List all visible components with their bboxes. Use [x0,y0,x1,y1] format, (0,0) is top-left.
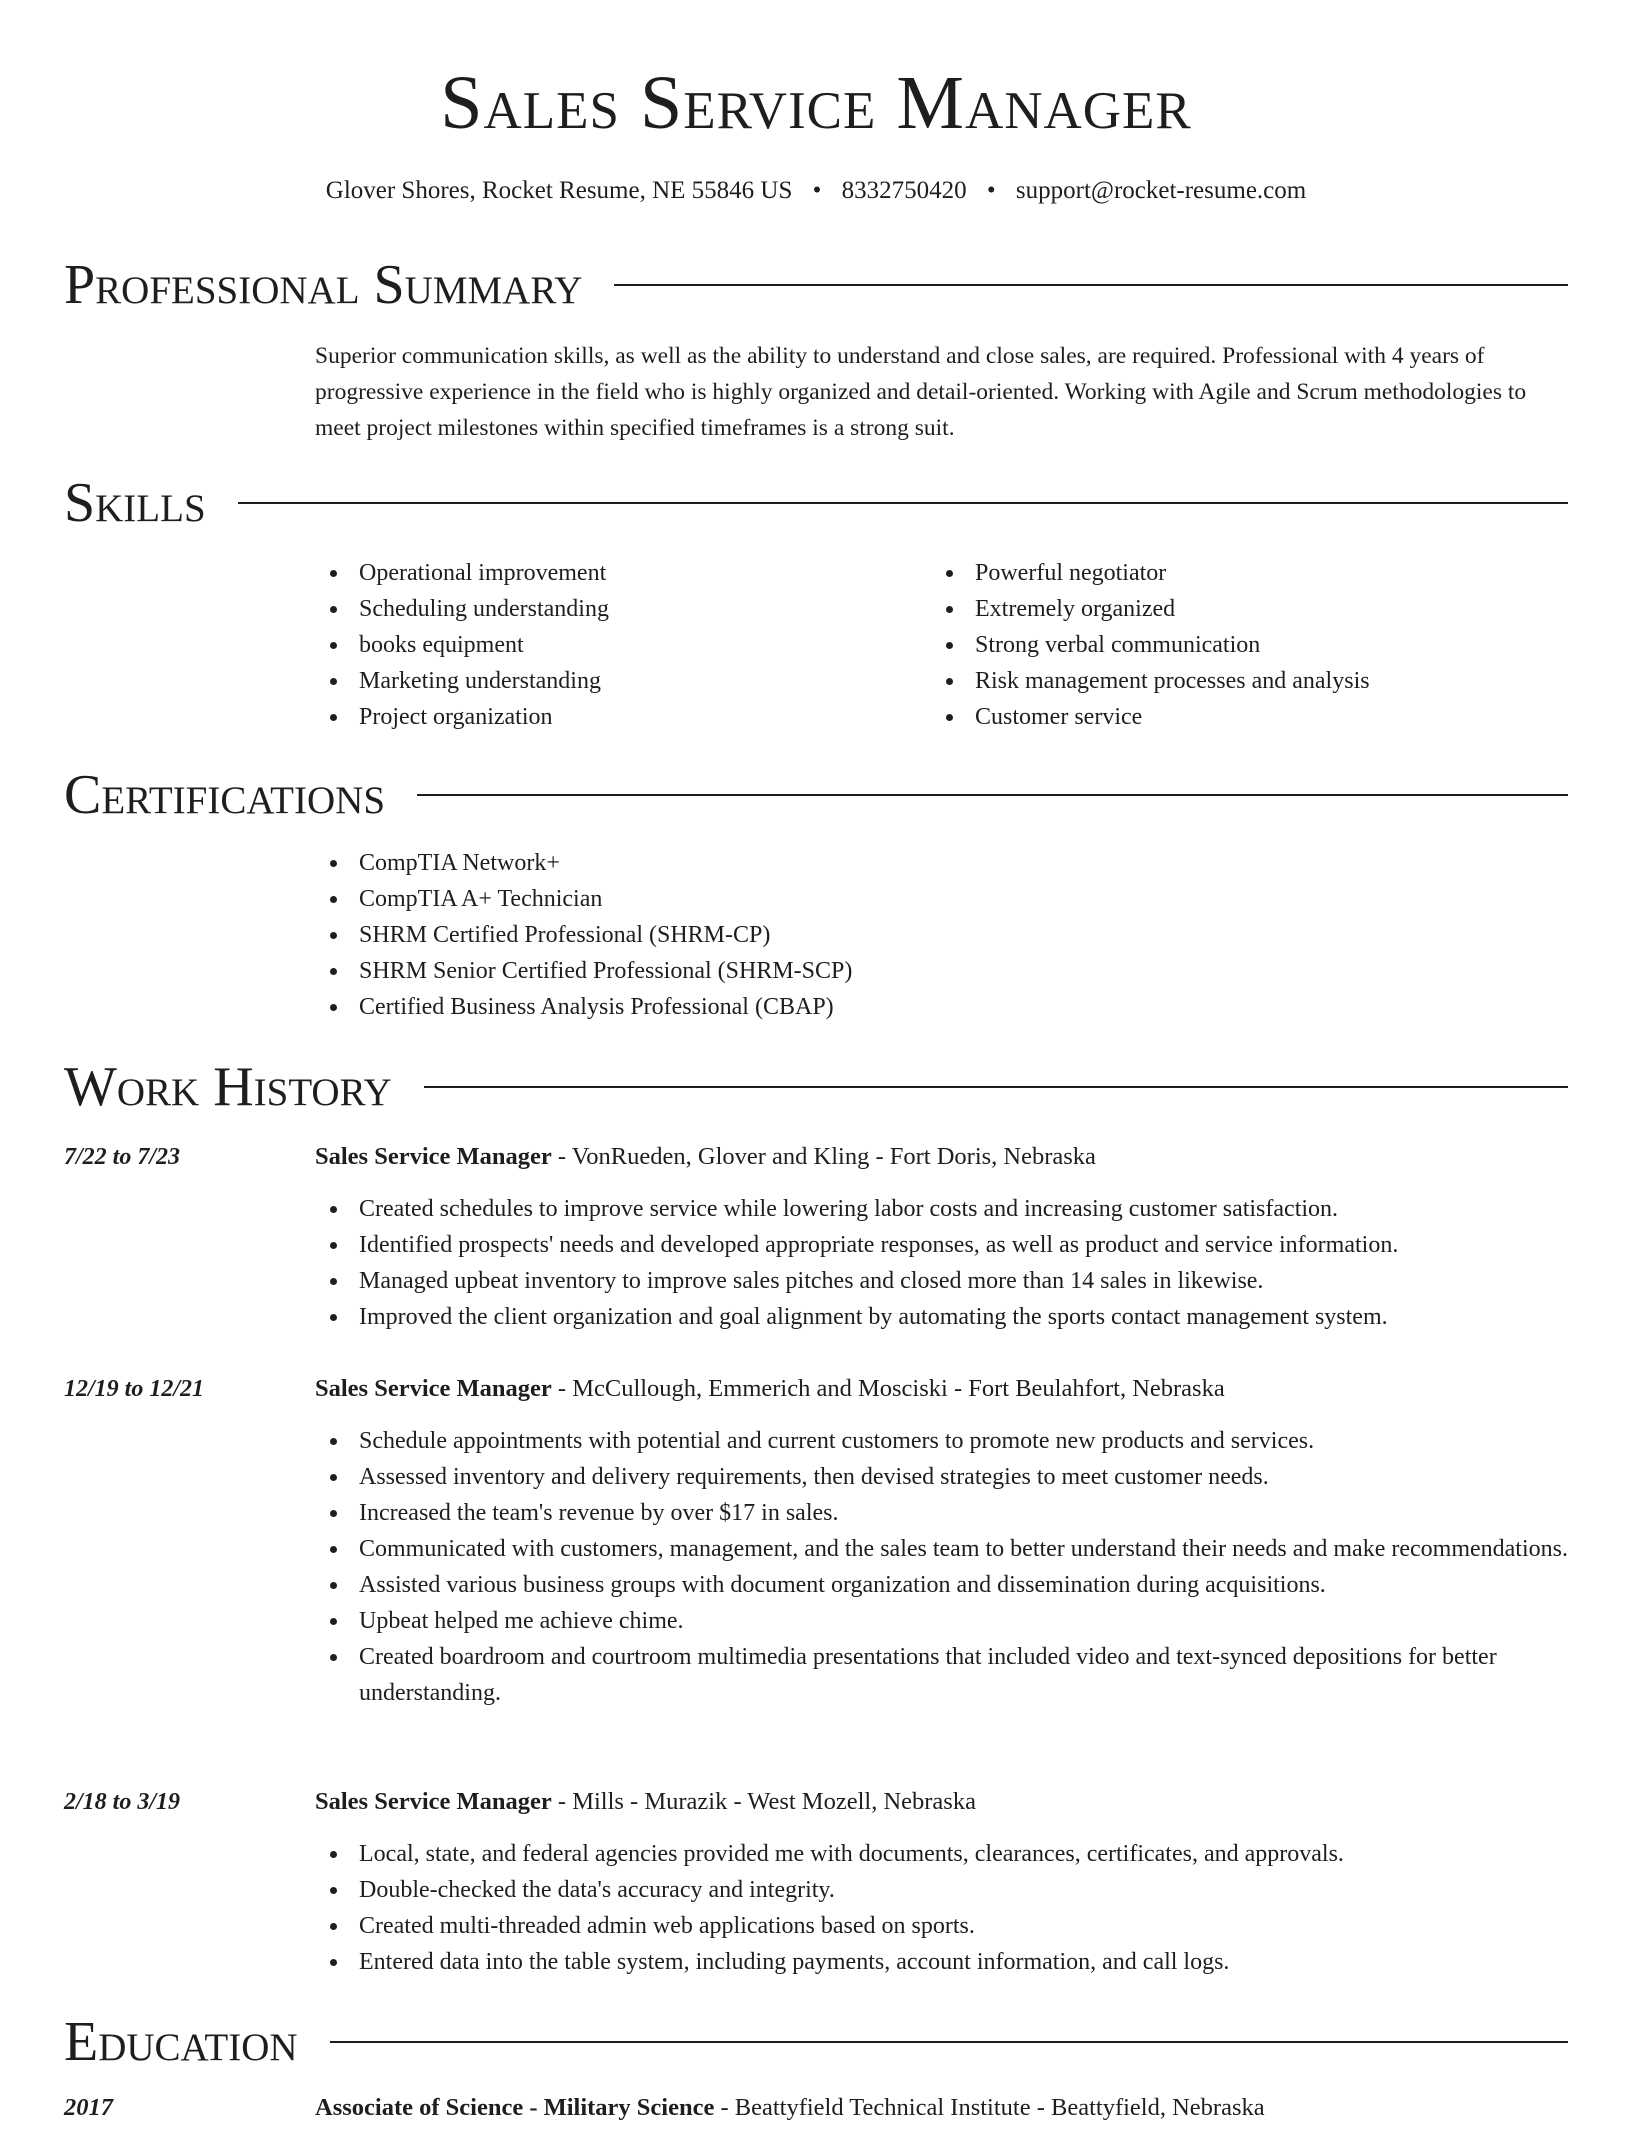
section-divider [424,1086,1568,1088]
work-title-line [315,1371,1574,1407]
education-school: - Beattyfield Technical Institute - Beattyfield, Nebraska [714,2094,1265,2121]
section-title-certifications: Certifications [64,764,386,826]
education-date: 2017 [64,2094,113,2121]
contact-line [0,174,1632,208]
certification-item: SHRM Senior Certified Professional (SHRM-SCP) [315,953,1315,989]
work-bullet: Entered data into the table system, including payments, account information, and call logs. [315,1944,1574,1980]
work-bullets [315,1191,1574,1335]
section-header-certifications [64,760,1568,830]
certification-item: CompTIA A+ Technician [315,881,1315,917]
summary-text: Superior communication skills, as well as the ability to understand and close sales, are required. Professional with 4 years of progressive experience in the field who is highly organized and detail-oriented. Working with Agile and Scrum methodologies to meet project milestones within specified timeframes is a strong suit. [315,343,1527,441]
work-dates: 2/18 to 3/19 [64,1789,181,1815]
section-divider [330,2041,1568,2043]
skill-item: Strong verbal communication [931,627,1571,663]
work-role: Sales Service Manager [315,1375,552,1402]
section-header-education [64,2007,1568,2077]
skills-list-right [931,555,1571,735]
work-employer: - VonRueden, Glover and Kling - Fort Doris, Nebraska [551,1143,1096,1170]
education-title-line [315,2090,1265,2126]
work-bullets [315,1423,1574,1711]
certifications-list [315,845,1315,1025]
work-bullet: Assisted various business groups with document organization and dissemination during acquisitions. [315,1567,1574,1603]
contact-address: Glover Shores, Rocket Resume, NE 55846 US [325,177,793,204]
section-title-skills: Skills [64,472,206,534]
work-title-line [315,1139,1574,1175]
work-dates: 12/19 to 12/21 [64,1376,205,1402]
work-dates: 7/22 to 7/23 [64,1144,181,1170]
skill-item: Customer service [931,699,1571,735]
work-employer: - Mills - Murazik - West Mozell, Nebraska [551,1788,976,1815]
certification-item: SHRM Certified Professional (SHRM-CP) [315,917,1315,953]
education-degree: Associate of Science - Military Science [315,2094,715,2121]
work-bullet: Local, state, and federal agencies provided me with documents, clearances, certificates, and approvals. [315,1836,1574,1872]
work-bullets [315,1836,1574,1980]
work-role: Sales Service Manager [315,1788,552,1815]
skill-item: books equipment [315,627,915,663]
work-bullet: Upbeat helped me achieve chime. [315,1603,1574,1639]
skill-item: Risk management processes and analysis [931,663,1571,699]
skill-item: Extremely organized [931,591,1571,627]
work-title-line [315,1784,1574,1820]
candidate-name: Sales Service Manager [440,61,1192,145]
section-title-work-history: Work History [64,1056,392,1118]
certification-item: CompTIA Network+ [315,845,1315,881]
education-entry [64,2090,1574,2130]
contact-separator: • [812,177,822,204]
section-divider [238,502,1568,504]
work-employer: - McCullough, Emmerich and Mosciski - Fort Beulahfort, Nebraska [551,1375,1225,1402]
work-bullet: Created multi-threaded admin web applications based on sports. [315,1908,1574,1944]
skill-item: Project organization [315,699,915,735]
work-bullet: Improved the client organization and goal alignment by automating the sports contact management system. [315,1299,1574,1335]
certification-item: Certified Business Analysis Professional (CBAP) [315,989,1315,1025]
work-bullet: Increased the team's revenue by over $17 in sales. [315,1495,1574,1531]
work-bullet: Communicated with customers, management, and the sales team to better understand their needs and make recommendations. [315,1531,1574,1567]
section-divider [614,284,1568,286]
work-bullet: Double-checked the data's accuracy and integrity. [315,1872,1574,1908]
section-header-work-history [64,1052,1568,1122]
skill-item: Operational improvement [315,555,915,591]
section-divider [417,794,1568,796]
contact-separator: • [986,177,996,204]
section-title-summary: Professional Summary [64,254,583,316]
work-bullet: Created boardroom and courtroom multimedia presentations that included video and text-synced depositions for better understanding. [315,1639,1574,1711]
work-bullet: Managed upbeat inventory to improve sales pitches and closed more than 14 sales in likewise. [315,1263,1574,1299]
skill-item: Marketing understanding [315,663,915,699]
work-role: Sales Service Manager [315,1143,552,1170]
work-bullet: Identified prospects' needs and developed appropriate responses, as well as product and service information. [315,1227,1574,1263]
skills-list-left [315,555,915,735]
section-header-skills [64,468,1568,538]
skill-item: Powerful negotiator [931,555,1571,591]
section-header-summary [64,250,1568,320]
contact-phone: 8332750420 [841,177,967,204]
skill-item: Scheduling understanding [315,591,915,627]
contact-email: support@rocket-resume.com [1015,177,1307,204]
work-bullet: Schedule appointments with potential and current customers to promote new products and services. [315,1423,1574,1459]
work-bullet: Assessed inventory and delivery requirements, then devised strategies to meet customer needs. [315,1459,1574,1495]
section-title-education: Education [64,2011,298,2073]
work-bullet: Created schedules to improve service while lowering labor costs and increasing customer satisfaction. [315,1191,1574,1227]
